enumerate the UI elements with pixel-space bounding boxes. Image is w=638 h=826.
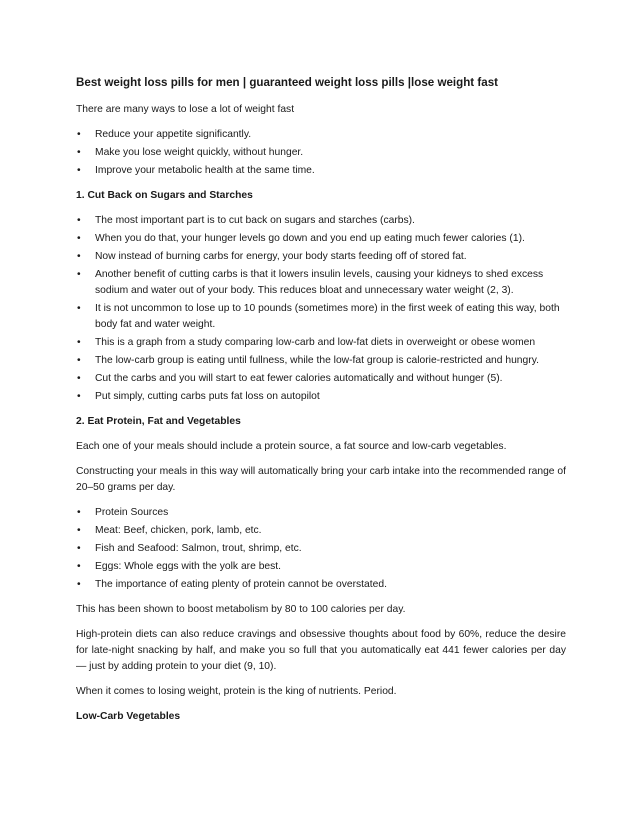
list-item-text: This is a graph from a study comparing low-carb and low-fat diets in overweight or obese women <box>95 337 536 348</box>
list-item-text: Protein Sources <box>95 507 169 518</box>
list-item <box>76 301 566 333</box>
list-item <box>76 505 566 521</box>
document-title: Best weight loss pills for men | guaranteed weight loss pills |lose weight fast <box>76 76 499 89</box>
list-item <box>76 353 566 369</box>
list-item <box>76 249 566 265</box>
list-item <box>76 389 566 405</box>
list-item <box>76 577 566 593</box>
list-item <box>76 267 566 299</box>
section-heading: 1. Cut Back on Sugars and Starches <box>76 190 253 201</box>
section2-list <box>76 505 566 593</box>
bullet-icon: • <box>77 165 81 176</box>
list-item-text: When you do that, your hunger levels go down and you end up eating much fewer calories (1). <box>95 233 525 244</box>
body-paragraph: Constructing your meals in this way will automatically bring your carb intake into the recommended range of 20–50 grams per day. <box>76 466 566 493</box>
bullet-icon: • <box>77 337 81 348</box>
list-item-text: Make you lose weight quickly, without hunger. <box>95 147 304 158</box>
list-item <box>76 335 566 351</box>
list-item-text: The importance of eating plenty of protein cannot be overstated. <box>95 579 387 590</box>
list-item-text: Cut the carbs and you will start to eat fewer calories automatically and without hunger (5). <box>95 373 503 384</box>
subsection-heading: Low-Carb Vegetables <box>76 711 181 722</box>
list-item <box>76 371 566 387</box>
body-paragraph: When it comes to losing weight, protein is the king of nutrients. Period. <box>76 686 397 697</box>
bullet-icon: • <box>77 251 81 262</box>
list-item <box>76 541 566 557</box>
bullet-icon: • <box>77 543 81 554</box>
list-item-text: Eggs: Whole eggs with the yolk are best. <box>95 561 282 572</box>
list-item <box>76 559 566 575</box>
list-item <box>76 523 566 539</box>
bullet-icon: • <box>77 507 81 518</box>
bullet-icon: • <box>77 269 81 280</box>
list-item-text: Reduce your appetite significantly. <box>95 129 252 140</box>
list-item-text: The most important part is to cut back on sugars and starches (carbs). <box>95 215 415 226</box>
list-item <box>76 231 566 247</box>
intro-paragraph: There are many ways to lose a lot of weight fast <box>76 104 295 115</box>
bullet-icon: • <box>77 561 81 572</box>
list-item <box>76 127 566 143</box>
bullet-icon: • <box>77 579 81 590</box>
list-item <box>76 145 566 161</box>
bullet-icon: • <box>77 215 81 226</box>
bullet-icon: • <box>77 391 81 402</box>
body-paragraph: Each one of your meals should include a protein source, a fat source and low-carb vegetables. <box>76 441 507 452</box>
bullet-icon: • <box>77 147 81 158</box>
bullet-icon: • <box>77 129 81 140</box>
document-page <box>76 74 566 734</box>
bullet-icon: • <box>77 525 81 536</box>
body-paragraph: High-protein diets can also reduce cravings and obsessive thoughts about food by 60%, reduce the desire for late-night snacking by half, and make you so full that you automatically eat 441 fewer calories per day — just by adding protein to your diet (9, 10). <box>76 629 566 672</box>
bullet-icon: • <box>77 303 81 314</box>
list-item-text: It is not uncommon to lose up to 10 pounds (sometimes more) in the first week of eating this way, both body fat and water weight. <box>95 303 560 330</box>
body-paragraph: This has been shown to boost metabolism by 80 to 100 calories per day. <box>76 604 406 615</box>
bullet-icon: • <box>77 233 81 244</box>
intro-list <box>76 127 566 179</box>
bullet-icon: • <box>77 355 81 366</box>
list-item-text: Another benefit of cutting carbs is that it lowers insulin levels, causing your kidneys to shed excess sodium and water out of your body. This reduces bloat and unnecessary water weight (2, 3). <box>95 269 544 296</box>
list-item <box>76 163 566 179</box>
list-item <box>76 213 566 229</box>
section-heading: 2. Eat Protein, Fat and Vegetables <box>76 416 241 427</box>
bullet-icon: • <box>77 373 81 384</box>
list-item-text: Improve your metabolic health at the same time. <box>95 165 315 176</box>
section1-list <box>76 213 566 405</box>
list-item-text: Put simply, cutting carbs puts fat loss on autopilot <box>95 391 320 402</box>
list-item-text: Meat: Beef, chicken, pork, lamb, etc. <box>95 525 262 536</box>
list-item-text: Now instead of burning carbs for energy, your body starts feeding off of stored fat. <box>95 251 467 262</box>
list-item-text: Fish and Seafood: Salmon, trout, shrimp, etc. <box>95 543 302 554</box>
list-item-text: The low-carb group is eating until fullness, while the low-fat group is calorie-restricted and hungry. <box>95 355 539 366</box>
